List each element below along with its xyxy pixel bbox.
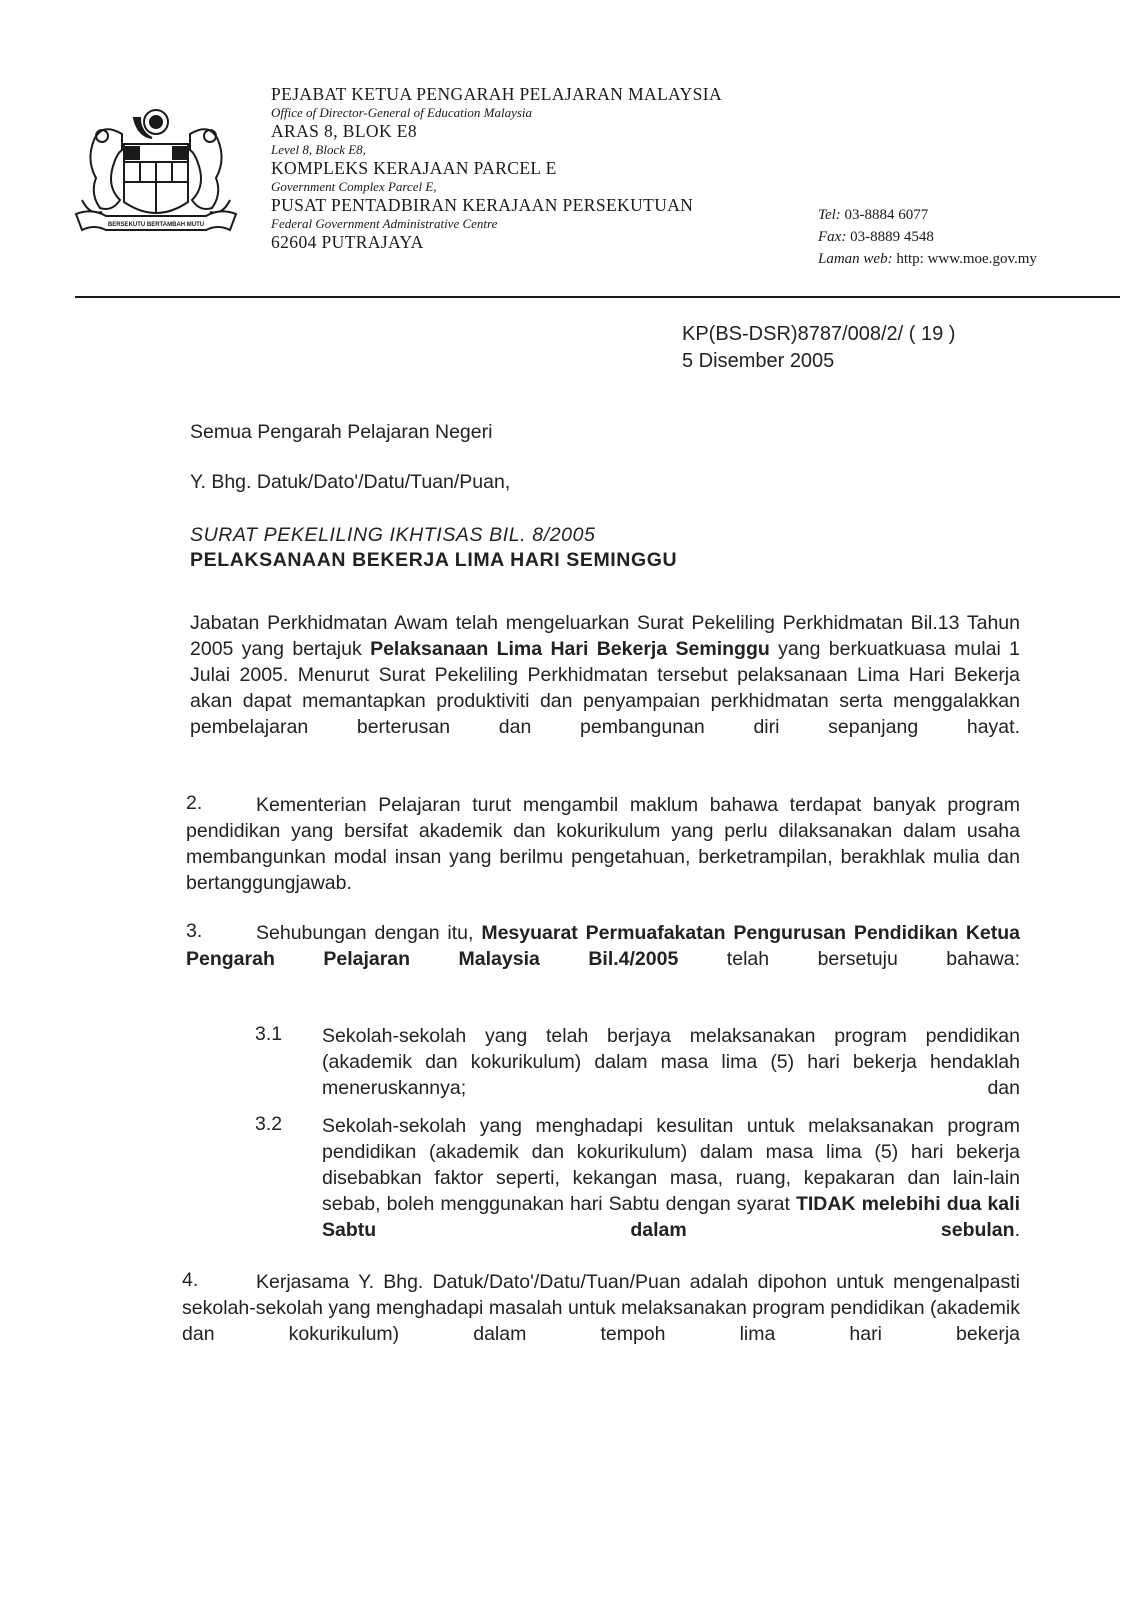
salutation: Y. Bhg. Datuk/Dato'/Datu/Tuan/Puan, (190, 471, 511, 493)
address-centre-en: Federal Government Administrative Centre (271, 216, 498, 231)
tel-line (818, 204, 1037, 226)
item-3-1 (322, 1023, 1020, 1101)
item-3-2-bold: TIDAK melebihi dua kali Sabtu dalam sebulan (322, 1193, 1020, 1241)
paragraph-3-number: 3. (186, 920, 203, 942)
reference-block (682, 321, 955, 375)
web-line (818, 248, 1037, 270)
item-3-2-text-a: Sekolah-sekolah yang menghadapi kesulitan untuk melaksanakan program pendidikan (akademik dan kokurikulum) dalam masa lima (5) hari bekerja disebabkan faktor seperti, kekangan masa, ruang, kepakaran dan lain-lain sebab, boleh menggunakan hari Sabtu dengan syarat (322, 1115, 1020, 1215)
item-3-2-text-b: . (1014, 1219, 1020, 1241)
web-value[interactable]: http: www.moe.gov.my (896, 251, 1037, 267)
paragraph-3-text-a: Sehubungan dengan itu, (256, 922, 482, 944)
crest-motto: BERSEKUTU BERTAMBAH MUTU (107, 222, 205, 228)
address-postcode: 62604 PUTRAJAYA (271, 232, 424, 252)
tel-label: Tel: (818, 207, 841, 223)
reference-number: KP(BS-DSR)8787/008/2/ ( 19 ) (682, 323, 956, 345)
subject-line-2: PELAKSANAAN BEKERJA LIMA HARI SEMINGGU (190, 549, 678, 571)
item-3-1-text: Sekolah-sekolah yang telah berjaya melaksanakan program pendidikan (akademik dan kokurikulum) dalam masa lima (5) hari bekerja hendaklah meneruskannya; dan (322, 1025, 1020, 1099)
letterhead-address (271, 84, 722, 253)
fax-line (818, 226, 1037, 248)
web-label: Laman web: (818, 251, 893, 267)
paragraph-4-number: 4. (182, 1269, 199, 1291)
paragraph-2-text: Kementerian Pelajaran turut mengambil maklum bahawa terdapat banyak program pendidikan yang bersifat akademik dan kokurikulum yang perlu dilaksanakan dalam usaha membangunkan modal insan yang berilmu pengetahuan, berketrampilan, berakhlak mulia dan bertanggungjawab. (186, 794, 1020, 894)
header-divider (75, 296, 1120, 298)
item-3-2 (322, 1113, 1020, 1243)
paragraph-2 (186, 792, 1020, 896)
recipient: Semua Pengarah Pelajaran Negeri (190, 421, 493, 443)
address-level-en: Level 8, Block E8, (271, 142, 366, 157)
tel-value: 03-8884 6077 (844, 207, 929, 223)
paragraph-1-text-b: yang berkuatkuasa mulai 1 Julai 2005. Menurut Surat Pekeliling Perkhidmatan tersebut pelaksanaan Lima Hari Bekerja akan dapat memantapkan produktiviti dan penyampaian perkhidmatan serta menggalakkan pembelajaran berterusan dan pembangunan diri sepanjang hayat. (190, 638, 1020, 738)
paragraph-4-text: Kerjasama Y. Bhg. Datuk/Dato'/Datu/Tuan/Puan adalah dipohon untuk mengenalpasti sekolah-sekolah yang menghadapi masalah untuk melaksanakan program pendidikan (akademik dan kokurikulum) dalam tempoh lima hari bekerja (182, 1271, 1020, 1345)
paragraph-1-text-a: Jabatan Perkhidmatan Awam telah mengeluarkan Surat Pekeliling Perkhidmatan Bil.13 Tahun 2005 yang bertajuk (190, 612, 1020, 660)
item-3-2-number: 3.2 (255, 1113, 283, 1135)
paragraph-3-bold: Mesyuarat Permuafakatan Pengurusan Pendidikan Ketua Pengarah Pelajaran Malaysia Bil.4/2005 (186, 922, 1020, 970)
fax-value: 03-8889 4548 (850, 229, 934, 245)
paragraph-1-bold: Pelaksanaan Lima Hari Bekerja Seminggu (370, 638, 770, 660)
coat-of-arms-logo (72, 104, 240, 244)
paragraph-2-number: 2. (186, 792, 203, 814)
fax-label: Fax: (818, 229, 847, 245)
paragraph-3-text-b: telah bersetuju bahawa: (678, 948, 1021, 970)
address-complex: KOMPLEKS KERAJAAN PARCEL E (271, 158, 557, 178)
office-name-en: Office of Director-General of Education Malaysia (271, 105, 533, 120)
paragraph-1 (190, 610, 1020, 740)
contact-block (818, 204, 1037, 270)
item-3-1-number: 3.1 (255, 1023, 283, 1045)
address-level: ARAS 8, BLOK E8 (271, 121, 418, 141)
subject-line-1: SURAT PEKELILING IKHTISAS BIL. 8/2005 (190, 524, 596, 546)
address-complex-en: Government Complex Parcel E, (271, 179, 437, 194)
letter-date: 5 Disember 2005 (682, 350, 835, 372)
office-name: PEJABAT KETUA PENGARAH PELAJARAN MALAYSIA (271, 84, 723, 104)
paragraph-4 (182, 1269, 1020, 1347)
paragraph-3 (186, 920, 1020, 972)
address-centre: PUSAT PENTADBIRAN KERAJAAN PERSEKUTUAN (271, 195, 694, 215)
